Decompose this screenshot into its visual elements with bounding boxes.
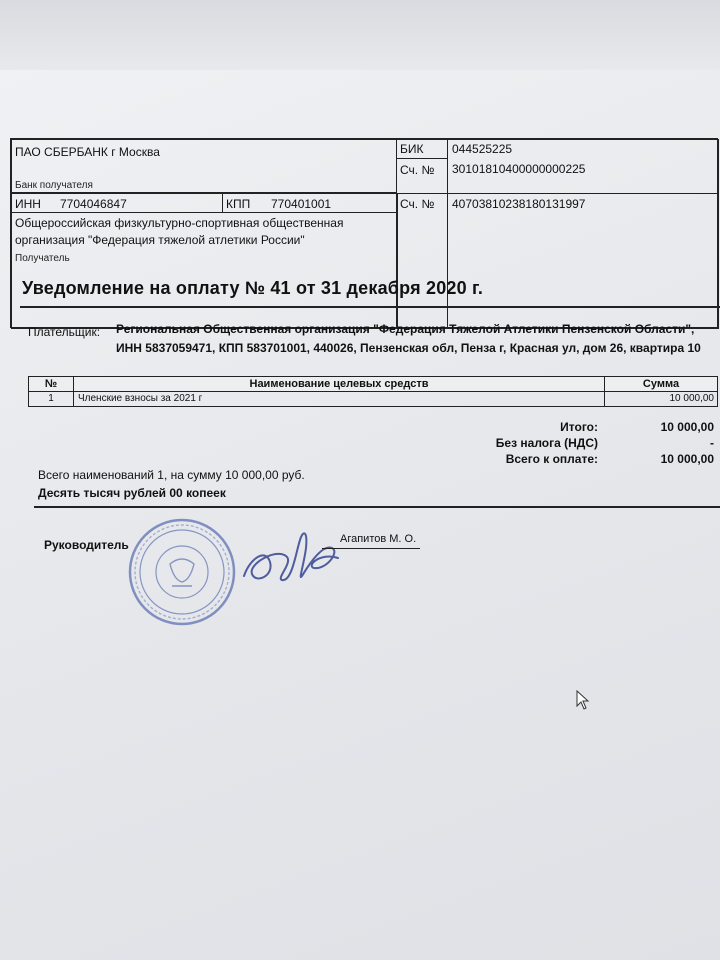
organization-stamp	[126, 516, 238, 628]
kpp-label: КПП	[226, 197, 251, 211]
recipient-label: Получатель	[15, 253, 70, 264]
kpp-value: 770401001	[271, 197, 332, 211]
corr-value-cell	[447, 158, 719, 194]
bank-details-table	[10, 138, 718, 328]
bik-label: БИК	[400, 142, 424, 156]
corr-value: 30101810400000000225	[452, 162, 586, 176]
payer-label: Плательщик:	[28, 325, 101, 339]
corr-label-cell	[396, 158, 448, 194]
account-label-cell	[396, 193, 448, 329]
account-label: Сч. №	[400, 197, 435, 211]
account-value-cell	[447, 193, 719, 329]
bank-label: Банк получателя	[15, 180, 93, 191]
items-header-num: №	[28, 376, 74, 392]
head-label: Руководитель	[44, 538, 129, 552]
item-row-num: 1	[28, 391, 74, 407]
screen-top-band	[0, 0, 720, 70]
itogo-label: Итого:	[560, 420, 598, 434]
inn-cell	[11, 193, 223, 213]
amount-in-words: Десять тысяч рублей 00 копеек	[38, 486, 226, 500]
title-rule	[20, 306, 720, 308]
signature-line	[322, 548, 420, 549]
inn-value: 7704046847	[60, 197, 127, 211]
signer-name: Агапитов М. О.	[340, 533, 417, 545]
document-page	[0, 70, 720, 960]
payer-details: Региональная Общественная организация "Федерация Тяжелой Атлетики Пензенской Области", ИНН 5837059471, КПП 583701001, 440026, Пензенская обл, Пенза г, Красная ул, дом 26, квартира 10	[116, 322, 701, 355]
item-row-name: Членские взносы за 2021 г	[73, 391, 605, 407]
total-value: 10 000,00	[660, 452, 714, 466]
bik-value: 044525225	[452, 142, 513, 156]
items-header-sum: Сумма	[604, 376, 718, 392]
inn-label: ИНН	[15, 197, 41, 211]
recipient-line-1: Общероссийская физкультурно-спортивная общественная	[15, 216, 344, 230]
total-label: Всего к оплате:	[505, 452, 598, 466]
bik-value-cell	[447, 139, 719, 159]
kpp-cell	[222, 193, 398, 213]
recipient-cell	[11, 212, 398, 329]
items-header-name: Наименование целевых средств	[73, 376, 605, 392]
vat-value: -	[710, 436, 714, 450]
items-summary: Всего наименований 1, на сумму 10 000,00 руб.	[38, 468, 305, 482]
bank-name: ПАО СБЕРБАНК г Москва	[15, 145, 160, 159]
bank-name-cell	[11, 139, 397, 193]
recipient-name	[15, 215, 343, 249]
items-table	[28, 376, 718, 412]
itogo-value: 10 000,00	[660, 420, 714, 434]
mouse-cursor-icon	[576, 690, 592, 712]
account-value: 40703810238180131997	[452, 197, 586, 211]
handwritten-signature	[236, 518, 346, 592]
bik-label-cell	[396, 139, 448, 159]
recipient-line-2: организация "Федерация тяжелой атлетики России"	[15, 233, 305, 247]
corr-label: Сч. №	[400, 163, 435, 177]
notice-title: Уведомление на оплату № 41 от 31 декабря 2020 г.	[22, 278, 484, 298]
item-row-sum: 10 000,00	[604, 391, 718, 407]
summary-rule	[34, 506, 720, 508]
vat-label: Без налога (НДС)	[495, 436, 598, 450]
